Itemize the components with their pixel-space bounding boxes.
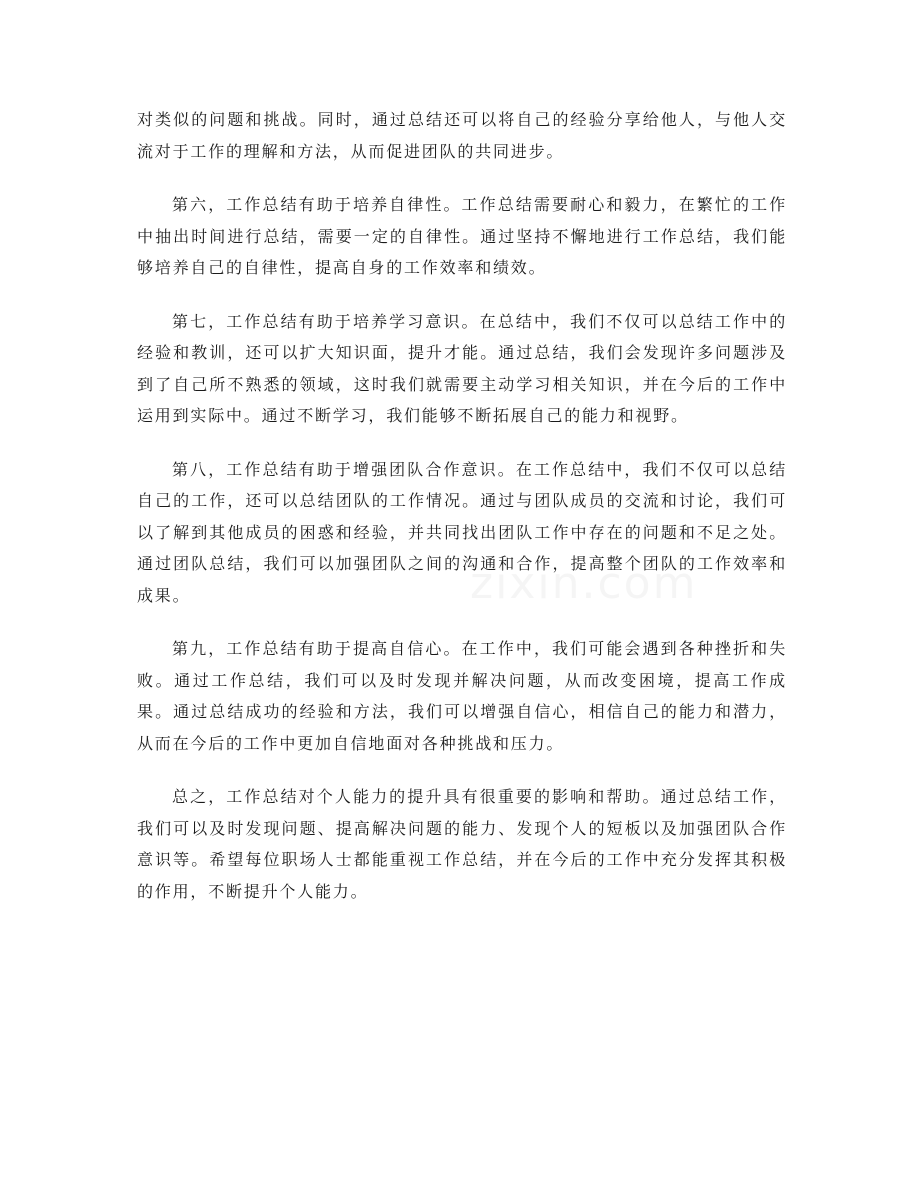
paragraph-seventh: 第七，工作总结有助于培养学习意识。在总结中，我们不仅可以总结工作中的经验和教训，还可以扩大知识面，提升才能。通过总结，我们会发现许多问题涉及到了自己所不熟悉的领域，这时我们就需要主动学习相关知识，并在今后的工作中运用到实际中。通过不断学习，我们能够不断拓展自己的能力和视野。 [137, 311, 787, 425]
paragraph-eighth: 第八，工作总结有助于增强团队合作意识。在工作总结中，我们不仅可以总结自己的工作，还可以总结团队的工作情况。通过与团队成员的交流和讨论，我们可以了解到其他成员的困惑和经验，并共同找出团队工作中存在的问题和不足之处。通过团队总结，我们可以加强团队之间的沟通和合作，提高整个团队的工作效率和成果。 [137, 459, 787, 605]
paragraph-ninth: 第九，工作总结有助于提高自信心。在工作中，我们可能会遇到各种挫折和失败。通过工作总结，我们可以及时发现并解决问题，从而改变困境，提高工作成果。通过总结成功的经验和方法，我们可以增强自信心，相信自己的能力和潜力，从而在今后的工作中更加自信地面对各种挑战和压力。 [137, 639, 787, 753]
watermark-text: zixin.com [470, 558, 698, 609]
paragraph-conclusion: 总之，工作总结对个人能力的提升具有很重要的影响和帮助。通过总结工作，我们可以及时发现问题、提高解决问题的能力、发现个人的短板以及加强团队合作意识等。希望每位职场人士都能重视工作总结，并在今后的工作中充分发挥其积极的作用，不断提升个人能力。 [137, 787, 787, 901]
paragraph-continuation: 对类似的问题和挑战。同时，通过总结还可以将自己的经验分享给他人，与他人交流对于工作的理解和方法，从而促进团队的共同进步。 [137, 110, 787, 161]
paragraph-sixth: 第六，工作总结有助于培养自律性。工作总结需要耐心和毅力，在繁忙的工作中抽出时间进行总结，需要一定的自律性。通过坚持不懈地进行工作总结，我们能够培养自己的自律性，提高自身的工作效率和绩效。 [137, 195, 787, 277]
document-body [137, 104, 787, 929]
